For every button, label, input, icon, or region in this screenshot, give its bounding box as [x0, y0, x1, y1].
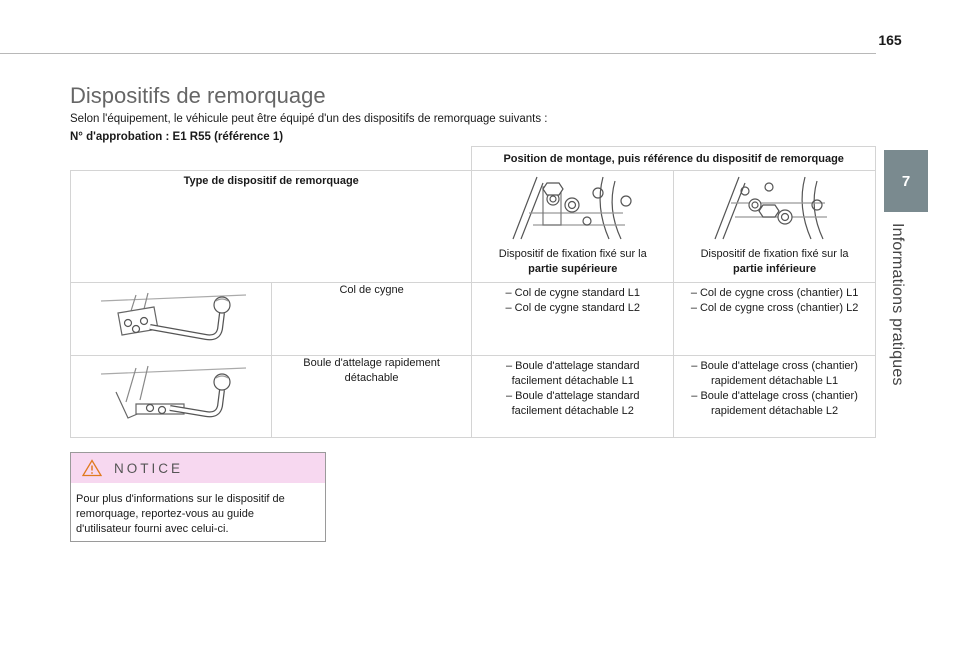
notice-body	[71, 483, 325, 537]
warning-icon	[82, 459, 102, 477]
mount-position-header: Position de montage, puis référence du dispositif de remorquage	[472, 147, 876, 171]
notice-box	[70, 452, 326, 542]
header-rule	[0, 53, 876, 54]
gooseneck-type-cell: Col de cygne	[271, 283, 472, 356]
notice-line: d'utilisateur fourni avec celui-ci.	[76, 523, 229, 535]
detachable-type-line2: détachable	[344, 372, 399, 384]
table-row	[71, 283, 876, 356]
gooseneck-image-cell	[71, 283, 272, 356]
detachable-upper-cell	[472, 356, 674, 438]
notice-line: remorquage, reportez-vous au guide	[76, 508, 254, 520]
list-item: – Boule d'attelage cross (chantier)	[691, 360, 858, 372]
list-item: – Col de cygne standard L2	[505, 302, 641, 314]
notice-header	[71, 453, 325, 483]
detachable-type-line1: Boule d'attelage rapidement	[303, 357, 440, 369]
list-item: rapidement détachable L2	[710, 405, 839, 417]
page-title: Dispositifs de remorquage	[70, 83, 326, 108]
list-item: facilement détachable L2	[511, 405, 634, 417]
page-number: 165	[878, 32, 902, 48]
list-item: facilement détachable L1	[511, 375, 634, 387]
detachable-image-cell	[71, 356, 272, 438]
gooseneck-tow-bar-image	[96, 289, 246, 351]
detachable-lower-cell	[674, 356, 876, 438]
list-item: – Boule d'attelage standard	[505, 390, 640, 402]
chapter-title: Informations pratiques	[889, 223, 906, 386]
gooseneck-upper-cell	[472, 283, 674, 356]
mount-lower-caption: Dispositif de fixation fixé sur la	[700, 248, 849, 260]
towing-devices-table	[70, 146, 876, 438]
approval-number: N° d'approbation : E1 R55 (référence 1)	[70, 131, 284, 143]
device-type-header: Type de dispositif de remorquage	[71, 171, 472, 283]
notice-label: NOTICE	[114, 460, 184, 476]
list-item: – Boule d'attelage standard	[505, 360, 640, 372]
gooseneck-lower-cell	[674, 283, 876, 356]
detachable-tow-ball-image	[96, 362, 246, 428]
mount-upper-label: partie supérieure	[528, 263, 618, 275]
notice-line: Pour plus d'informations sur le dispositif de	[76, 493, 285, 505]
intro-text: Selon l'équipement, le véhicule peut être équipé d'un des dispositifs de remorquage suivants :	[70, 113, 548, 125]
mount-upper-caption: Dispositif de fixation fixé sur la	[498, 248, 647, 260]
mount-lower-label: partie inférieure	[733, 263, 817, 275]
list-item: rapidement détachable L1	[710, 375, 839, 387]
upper-mount-bracket-image	[503, 173, 643, 243]
list-item: – Col de cygne cross (chantier) L1	[690, 287, 859, 299]
chapter-tab[interactable]: 7	[884, 150, 928, 212]
mount-lower-cell	[674, 171, 876, 283]
lower-mount-bracket-image	[705, 173, 845, 243]
detachable-type-cell	[271, 356, 472, 438]
table-corner	[71, 147, 472, 171]
list-item: – Col de cygne standard L1	[505, 287, 641, 299]
list-item: – Boule d'attelage cross (chantier)	[691, 390, 858, 402]
mount-upper-cell	[472, 171, 674, 283]
list-item: – Col de cygne cross (chantier) L2	[690, 302, 859, 314]
table-row	[71, 356, 876, 438]
